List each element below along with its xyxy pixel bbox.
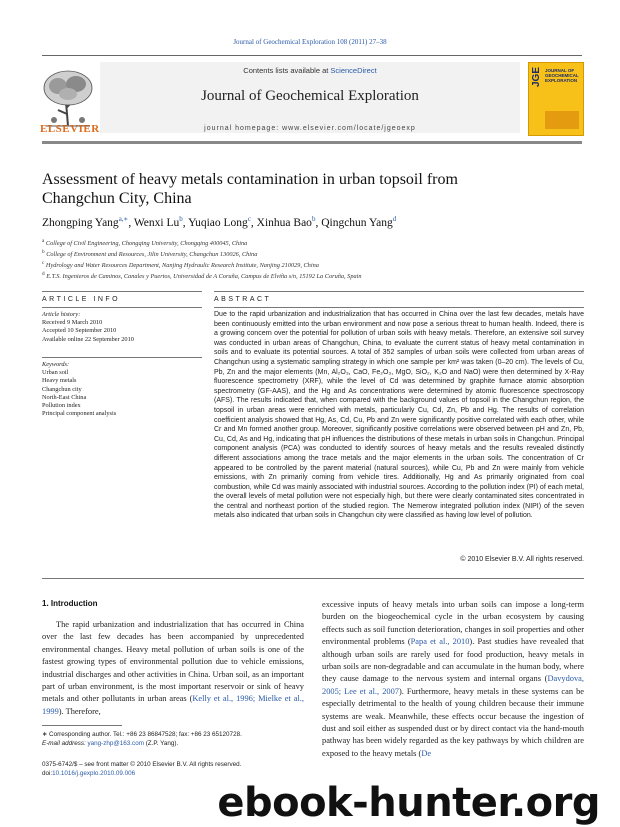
journal-reference[interactable]: Journal of Geochemical Exploration 108 (2011) 27–38	[233, 38, 387, 46]
section-heading-introduction: 1. Introduction	[42, 599, 98, 608]
abstract-top-rule	[214, 291, 584, 292]
journal-cover-thumbnail	[528, 62, 584, 136]
keyword: Pollution index	[42, 402, 81, 410]
keywords-label: Keywords:	[42, 361, 70, 368]
history-received: Received 9 March 2010	[42, 319, 103, 327]
header-top-rule	[42, 55, 582, 56]
author-affil-marker[interactable]: d	[392, 215, 397, 223]
citation-link[interactable]: Kelly et al., 1996; Mielke et al., 1999	[42, 694, 304, 716]
article-info-top-rule	[42, 291, 202, 292]
footnote-rule	[42, 725, 122, 726]
doi-line: doi:10.1016/j.gexplo.2010.09.006	[42, 770, 136, 777]
email-link[interactable]: yang-zhp@163.com	[87, 740, 144, 747]
issn-line: 0375-6742/$ – see front matter © 2010 Elsevier B.V. All rights reserved.	[42, 761, 242, 768]
sciencedirect-link[interactable]: ScienceDirect	[330, 66, 377, 75]
history-label: Article history:	[42, 311, 81, 318]
author-affil-marker[interactable]: a,∗	[118, 215, 129, 223]
elsevier-wordmark: ELSEVIER	[40, 123, 100, 135]
email-line: E-mail address: yang-zhp@163.com (Z.P. Yang).	[42, 740, 179, 747]
citation-link[interactable]: Davydova, 2005; Lee et al., 2007	[322, 674, 584, 696]
keyword: Heavy metals	[42, 377, 77, 385]
affiliation: $^b$ College of Environment and Resources, Jilin University, Changchun 130026, China	[42, 249, 258, 259]
header-bottom-rule	[42, 141, 582, 144]
author-affil-marker[interactable]: b	[179, 215, 183, 223]
article-title: Assessment of heavy metals contamination in urban topsoil from Changchun City, China	[42, 171, 458, 207]
keyword: Urban soil	[42, 369, 69, 377]
citation-link[interactable]: Papa et al., 2010	[410, 637, 470, 647]
citation-link[interactable]: De	[421, 748, 432, 758]
affiliation: $^a$ College of Civil Engineering, Chongqing University, Chongqing 400045, China	[42, 238, 248, 248]
body-column-right: excessive inputs of heavy metals into urban soils can impose a long-term burden on the biogeochemical cycle in the urban ecosystem by causing effects such as soil function deterioration, changes in soil properties and other environmental problems (Papa et al., 2010). Past studies have revealed that although urban soils are rarely used for food production, heavy metals in urban soils are non-degradable and can accumulate in the human body, where they cause damage to the nervous system and internal organs (Davydova, 2005; Lee et al., 2007). Furthermore, heavy metals in these systems can be especially detrimental to the health of young children because their immune systems are weak. Meanwhile, these effects occur because the ingestion of dust and soil either as suspended dust or by direct contact via the hand-mouth pathway has been widely regarded as the key pathways by which children are exposed to the heavy metals (De	[322, 600, 584, 758]
affiliation: $^d$ E.T.S. Ingenieros de Caminos, Canales y Puertos, Universidad de A Coruña, Campus de Elviña s/n, 15192 La Coruña, Spain	[42, 271, 362, 281]
author-affil-marker[interactable]: b	[311, 215, 316, 223]
article-info-heading: ARTICLE INFO	[42, 296, 121, 303]
abstract-bottom-rule	[42, 578, 584, 579]
history-accepted: Accepted 10 September 2010	[42, 327, 117, 335]
journal-homepage[interactable]: journal homepage: www.elsevier.com/locate/jgeoexp	[204, 125, 416, 132]
keyword: Principal component analysis	[42, 410, 117, 418]
article-history	[42, 311, 202, 344]
cover-abbrev: JGE	[531, 67, 542, 88]
keywords-list	[42, 361, 202, 418]
doi-link[interactable]: 10.1016/j.gexplo.2010.09.006	[52, 770, 136, 777]
affiliations	[42, 237, 582, 281]
author-name[interactable]: Yuqiao Long	[188, 216, 248, 229]
copyright-notice: © 2010 Elsevier B.V. All rights reserved.	[460, 556, 584, 563]
history-online: Available online 22 September 2010	[42, 335, 134, 343]
keyword: Changchun city	[42, 385, 82, 393]
contents-prefix: Contents lists available at	[243, 66, 331, 75]
journal-title: Journal of Geochemical Exploration	[201, 88, 419, 104]
author-name[interactable]: Zhongping Yang	[42, 216, 119, 229]
abstract-text: Due to the rapid urbanization and industrialization that has occurred in China over the last few decades, metals have been continuously emitted into the urban environment and now pose a serious threat to human health. Indeed, there is a growing concern over the potential for pollution of urban soils with heavy metals. Therefore, an extensive soil survey was conducted in urban areas of Changchun, China, to evaluate the current status of heavy metal contamination in soils and to evaluate its potential sources. A total of 352 samples of urban soils were collected from urban areas of Changchun using a systematic sampling strategy in which one sample per km² was taken (0–20 cm). The levels of Cu, Pb, Zn and the major elements (Mn, Al₂O₃, CaO, Fe₂O₃, MgO, SiO₂, K₂O and NaO) were then determined by X-Ray fluorescence spectrometry (XRF), while the level of Cd was determined by graphite furnace atomic absorption spectrometry (GF-AAS), and the Hg and As concentrations were determined by atomic fluorescence spectroscopy (AFS). The results indicated that, when compared with the background values of topsoil in the Changchun region, the topsoil in urban areas were enriched with metals, particularly Cu, Cd, Zn, Pb and Hg. The results of correlation coefficient analysis showed that Hg, As, Cd, Cu, Pb and Zn were significantly positive correlated with each other, while Cr and Mn formed another group. Moreover, significantly positive correlations were observed between pH and Zn, Pb, Cu, Cd, As and Hg, indicating that pH influences the distributions of these metals in urban soils in Changchun. Principal component analysis (PCA) was conducted to identify sources of heavy metals and the results revealed distinctly different associations among the trace metals and the major elements in the urban soils. The concentration of Cr appeared to be controlled by the parent material (natural sources), while Cu, Pb and Zn were mainly from vehicle emissions, with Zn primarily coming from vehicle tires. Additionally, Hg and As primarily originated from coal combustion, while Cd was mainly associated with industrial sources. According to the pollution index (PI) of each metal, the overall levels of metal pollution were not especially high, but there were clearly contaminated sites concentrated in the central and northeast portion of the studied region. The Nemerow integrated pollution index (NIPI) of the seven metals also indicated that urban soils in Changchun city were classified as having low level of pollution.	[214, 311, 584, 520]
cover-decoration	[545, 111, 579, 129]
issn-block	[42, 760, 304, 778]
author-name[interactable]: Xinhua Bao	[256, 216, 312, 229]
affiliation: $^c$ Hydrology and Water Resources Department, Nanjing Hydraulic Research Institute, Nanjing 210029, China	[42, 260, 319, 270]
author-affil-marker[interactable]: c	[247, 215, 251, 223]
contents-line	[100, 66, 520, 75]
corresponding-author-footnote	[42, 730, 304, 748]
abstract-rule	[214, 307, 584, 308]
keyword: North-East China	[42, 393, 87, 401]
watermark: ebook-hunter.org	[217, 780, 600, 826]
cover-title: JOURNAL OF GEOCHEMICAL EXPLORATION	[545, 68, 579, 83]
corresponding-contact: ∗ Corresponding author. Tel.: +86 23 86847528; fax: +86 23 65120728.	[42, 731, 242, 738]
author-name[interactable]: Wenxi Lu	[133, 216, 180, 229]
abstract-heading: ABSTRACT	[214, 296, 272, 303]
author-name[interactable]: Qingchun Yang	[321, 216, 393, 229]
article-info-rule	[42, 307, 202, 308]
body-column-left: The rapid urbanization and industrialization that has occurred in China over the last few decades has been accompanied by unprecedented environmental changes. Heavy metal pollution of urban soils is one of the fastest growing types of environmental pollution due to vehicle emissions, industrial discharges and other activities in China. Urban soil, as an important part of urban environment, is the most important reservoir or sink of heavy metals and other pollutants in urban areas (Kelly et al., 1996; Mielke et al., 1999). Therefore,	[42, 620, 304, 716]
keywords-rule	[42, 357, 202, 358]
author-list: Zhongping Yang$^{a,∗}$, Wenxi Lu$^b$, Yuqiao Long$^c$, Xinhua Bao$^b$, Qingchun Yang$^d$	[42, 215, 397, 229]
